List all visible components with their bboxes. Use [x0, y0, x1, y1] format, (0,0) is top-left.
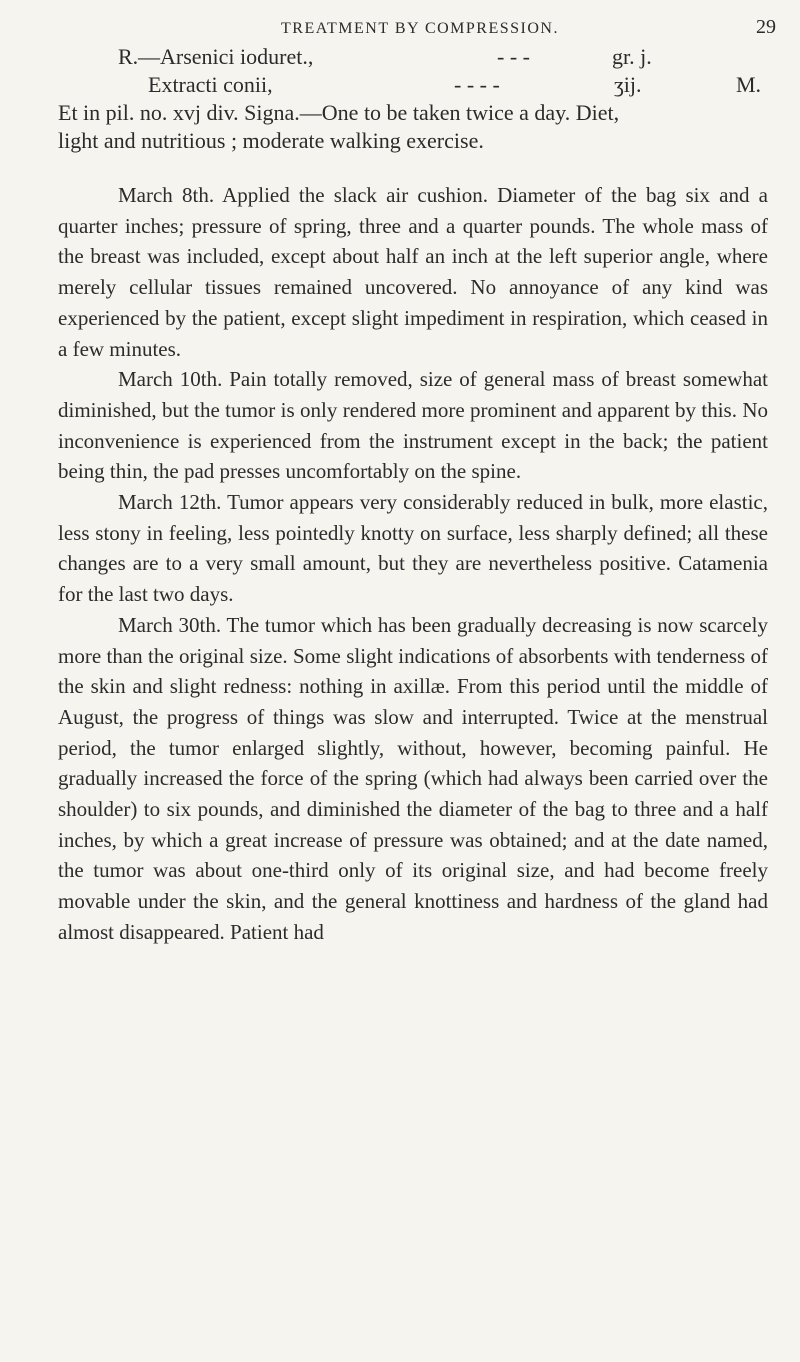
- entry-march-10: March 10th. Pain totally removed, size of general mass of breast somewhat diminished, but the tumor is only rendered more prominent and apparent by this. No inconvenience is experienced from the instrument except in the back; the patient being thin, the pad presses uncomfortably on the spine.: [58, 367, 768, 484]
- entry-march-30: March 30th. The tumor which has been gradually decreasing is now scarcely more than the original size. Some slight indications of absorbents with tenderness of the skin and slight redness: nothing in axillæ. From this period until the middle of August, the progress of things was slow and interrupted. Twice at the menstrual period, the tumor enlarged slightly, without, however, becoming painful. He gradually increased the force of the spring (which had always been carried over the shoulder) to six pounds, and diminished the diameter of the bag to three and a half inches, by which a great increase of pressure was obtained; and at the date named, the tumor was about one-third only of its original size, and had become freely movable under the skin, and the general knottiness and hardness of the gland had almost disappeared. Patient had: [58, 612, 768, 944]
- entry-march-12: March 12th. Tumor appears very considerably reduced in bulk, more elastic, less stony in feeling, less pointedly knotty on surface, less sharply defined; all these changes are to a very small amount, but they are nevertheless positive. Catamenia for the last two days.: [58, 490, 768, 607]
- misce-mark: M.: [736, 72, 762, 97]
- leader-dashes: - - - -: [454, 72, 500, 97]
- drug-dose: ʒij.: [614, 72, 642, 97]
- case-notes: [58, 180, 768, 948]
- drug-name: Extracti conii,: [148, 72, 273, 97]
- book-page: TREATMENT BY COMPRESSION. 29 R. —Arsenici ioduret., - - - gr. j. Extracti conii, - - - - ʒij. M. Et in pil. no. xvj div. Signa.—One to be taken twice a day. Diet, light and nutritious ; moderate walking exercise. March 8th. Applied the slack air cushion. Diameter of the bag six and a quarter inches; pressure of spring, three and a quarter pounds. The whole mass of the breast was included, except about half an inch at the left superior angle, where merely cellular tissues remained uncovered. No annoyance of any kind was experienced by the patient, except slight impediment in respiration, which ceased in a few minutes. March 10th. Pain totally removed, size of general mass of breast somewhat diminished, but the tumor is only rendered more prominent and apparent by this. No inconvenience is experienced from the instrument except in the back; the patient being thin, the pad presses uncomfortably on the spine. March 12th. Tumor appears very considerably reduced in bulk, more elastic, less stony in feeling, less pointedly knotty on surface, less sharply defined; all these changes are to a very small amount, but they are nevertheless positive. Catamenia for the last two days. March 30th. The tumor which has been gradually decreasing is now scarcely more than the original size. Some slight indications of absorbents with tenderness of the skin and slight redness: nothing in axillæ. From this period until the middle of August, the progress of things was slow and interrupted. Twice at the menstrual period, the tumor enlarged slightly, without, however, becoming painful. He gradually increased the force of the spring (which had always been carried over the shoulder) to six pounds, and diminished the diameter of the bag to three and a half inches, by which a great increase of pressure was obtained; and at the date named, the tumor was about one-third only of its original size, and had become freely movable under the skin, and the general knottiness and hardness of the gland had almost disappeared. Patient had: [0, 0, 800, 1362]
- drug-dose: gr. j.: [612, 44, 652, 69]
- running-title: TREATMENT BY COMPRESSION.: [281, 20, 559, 37]
- page-number: 29: [756, 16, 776, 38]
- leader-dashes: - - -: [497, 44, 530, 69]
- entry-march-8: March 8th. Applied the slack air cushion. Diameter of the bag six and a quarter inches; pressure of spring, three and a quarter pounds. The whole mass of the breast was included, except about half an inch at the left superior angle, where merely cellular tissues remained uncovered. No annoyance of any kind was experienced by the patient, except slight impediment in respiration, which ceased in a few minutes.: [58, 183, 768, 361]
- recipe-symbol: R.: [118, 44, 139, 69]
- drug-name: —Arsenici ioduret.,: [138, 44, 314, 69]
